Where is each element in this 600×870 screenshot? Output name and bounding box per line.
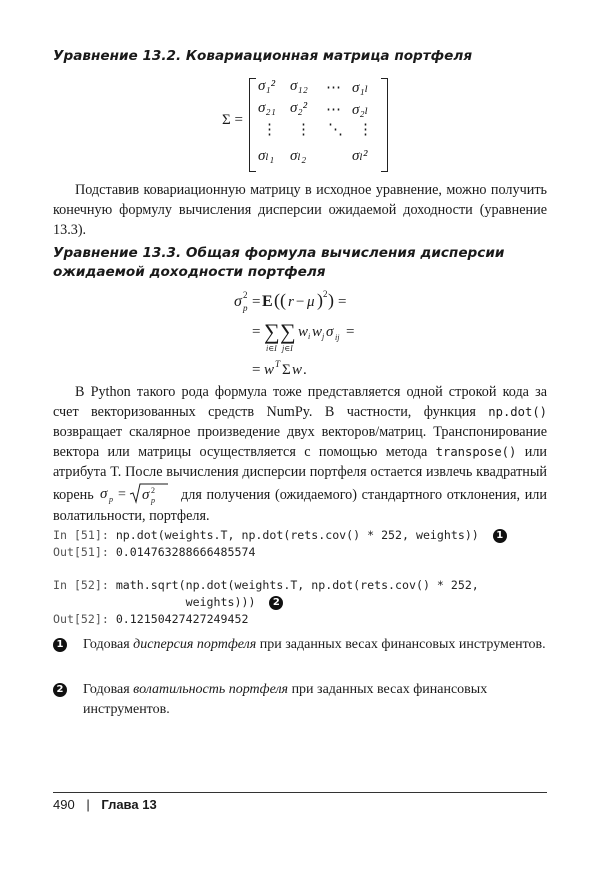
note-2-post: при заданных весах финансовых инструментов. bbox=[83, 682, 488, 717]
code-line-in-51: np.dot(weights.T, np.dot(rets.cov() * 252, weights)) bbox=[108, 528, 479, 542]
svg-text:ij: ij bbox=[335, 333, 340, 342]
note-1 bbox=[53, 635, 547, 679]
svg-text:=: = bbox=[118, 487, 127, 502]
page-number: 490 bbox=[53, 797, 75, 812]
note-1-pre: Годовая bbox=[83, 637, 134, 652]
prompt-out-52: Out[52]: bbox=[53, 612, 109, 626]
svg-text:σ: σ bbox=[142, 487, 150, 503]
code-in-52 bbox=[53, 577, 479, 594]
note-2-text bbox=[83, 680, 547, 720]
matrix-cell: σ₂₁ bbox=[258, 100, 276, 116]
matrix-cell: ⋮ bbox=[358, 122, 373, 138]
matrix-cell: σₗ² bbox=[352, 148, 368, 164]
code-in-51 bbox=[53, 527, 507, 544]
matrix-cell: σ₁² bbox=[258, 78, 276, 94]
svg-text:−: − bbox=[296, 294, 305, 310]
matrix-left-bracket bbox=[249, 78, 256, 172]
note-1-text bbox=[83, 635, 547, 655]
svg-text:p: p bbox=[243, 303, 248, 313]
code-line-out-51: 0.014763288666485574 bbox=[108, 545, 256, 559]
svg-text:σ: σ bbox=[100, 486, 108, 502]
svg-text:): ) bbox=[317, 290, 323, 310]
note-2-badge-icon: 2 bbox=[53, 683, 67, 697]
equation-13-3-caption: Уравнение 13.3. Общая формула вычисления дисперсии ожидаемой доходности портфеля bbox=[53, 245, 505, 280]
paragraph-1: Подставив ковариационную матрицу в исходное уравнение, можно получить конечную формулу вычисления дисперсии ожидаемой доходности (уравнение 13.3). bbox=[53, 182, 547, 238]
matrix-cell: ⋮ bbox=[296, 122, 311, 138]
prompt-in-51: In [51]: bbox=[53, 528, 109, 542]
paragraph-2 bbox=[53, 382, 547, 526]
sigma-p-sqrt-formula bbox=[98, 482, 176, 506]
svg-text:j: j bbox=[322, 332, 325, 341]
prompt-in-52: In [52]: bbox=[53, 578, 109, 592]
svg-text:i: i bbox=[308, 332, 311, 341]
matrix-cell: σ₁₂ bbox=[290, 78, 308, 94]
svg-text:j∈I: j∈I bbox=[282, 344, 293, 353]
footer-rule bbox=[53, 792, 547, 793]
svg-text:σ: σ bbox=[326, 324, 334, 340]
note-1-emphasis: дисперсия портфеля bbox=[133, 637, 257, 652]
covariance-matrix bbox=[258, 78, 380, 170]
paragraph-2-part-1: В Python такого рода формула тоже представляется одной строкой кода за счет векторизованных средств NumPy. В частности, функция bbox=[53, 384, 547, 420]
matrix-cell: ⋯ bbox=[326, 80, 341, 96]
note-1-post: при заданных весах финансовых инструментов. bbox=[256, 637, 546, 652]
svg-text:w: w bbox=[298, 324, 309, 340]
svg-text:Σ: Σ bbox=[282, 362, 291, 378]
paragraph-2-part-2: возвращает скалярное произведение двух векторов/матриц. Транспонирование вектора или матрицы осуществляется с помощью метода bbox=[53, 424, 547, 460]
code-line-in-52a: math.sqrt(np.dot(weights.T, np.dot(rets.cov() * 252, bbox=[108, 578, 479, 592]
svg-text:=: = bbox=[338, 294, 347, 310]
matrix-cell: σ₂² bbox=[290, 100, 308, 116]
prompt-out-51: Out[51]: bbox=[53, 545, 109, 559]
code-line-in-52b: weights))) bbox=[53, 595, 256, 609]
svg-text:∑: ∑ bbox=[280, 319, 296, 344]
note-2 bbox=[53, 680, 547, 724]
note-1-badge-icon: 1 bbox=[53, 638, 67, 652]
svg-text:i∈I: i∈I bbox=[266, 344, 277, 353]
code-in-52-cont bbox=[53, 594, 283, 611]
equation-13-2-caption: Уравнение 13.2. Ковариационная матрица портфеля bbox=[53, 48, 473, 64]
svg-text:((: (( bbox=[274, 290, 286, 310]
matrix-cell: σₗ₂ bbox=[290, 148, 307, 164]
svg-text:w: w bbox=[292, 362, 303, 378]
svg-text:w: w bbox=[264, 362, 275, 378]
svg-text:): ) bbox=[328, 290, 334, 310]
svg-text:=: = bbox=[252, 324, 261, 340]
svg-text:2: 2 bbox=[243, 290, 248, 300]
paragraph-2-part-4: для получения (ожидаемого) стандартного отклонения, или волатильности, портфеля. bbox=[53, 487, 547, 524]
matrix-cell: ⋯ bbox=[326, 102, 341, 118]
svg-text:.: . bbox=[303, 362, 307, 378]
matrix-cell: σₗ₁ bbox=[258, 148, 275, 164]
matrix-cell: σ₁ₗ bbox=[352, 80, 369, 96]
svg-text:r: r bbox=[288, 294, 294, 310]
variance-formula bbox=[228, 284, 398, 386]
svg-text:∑: ∑ bbox=[264, 319, 280, 344]
svg-text:T: T bbox=[275, 359, 281, 369]
code-line-out-52: 0.12150427427249452 bbox=[108, 612, 249, 626]
code-out-52 bbox=[53, 611, 248, 628]
matrix-cell: ⋮ bbox=[262, 122, 277, 138]
svg-text:=: = bbox=[252, 362, 261, 378]
sigma-lhs: Σ = bbox=[222, 112, 243, 128]
svg-text:σ: σ bbox=[234, 293, 242, 310]
note-2-pre: Годовая bbox=[83, 682, 134, 697]
matrix-right-bracket bbox=[381, 78, 388, 172]
svg-text:2: 2 bbox=[151, 486, 156, 495]
footer-separator: | bbox=[86, 797, 90, 812]
code-out-51 bbox=[53, 544, 255, 561]
code-np-dot: np.dot() bbox=[488, 405, 547, 419]
note-2-emphasis: волатильность портфеля bbox=[133, 682, 289, 697]
code-transpose: transpose() bbox=[435, 445, 517, 459]
callout-1-icon: 1 bbox=[493, 529, 507, 543]
paragraph-2-part-3: или атрибута T. После вычисления дисперсии портфеля остается извлечь квадратный корень bbox=[53, 444, 548, 503]
svg-text:p: p bbox=[151, 496, 156, 505]
svg-text:μ: μ bbox=[307, 294, 315, 310]
callout-2-icon: 2 bbox=[269, 596, 283, 610]
svg-text:=: = bbox=[346, 324, 355, 340]
svg-text:E: E bbox=[262, 293, 273, 310]
svg-text:=: = bbox=[252, 294, 261, 310]
svg-text:p: p bbox=[109, 495, 114, 504]
matrix-cell: σ₂ₗ bbox=[352, 102, 369, 118]
svg-text:2: 2 bbox=[323, 289, 328, 299]
svg-text:w: w bbox=[312, 324, 323, 340]
chapter-label: Глава 13 bbox=[101, 797, 157, 812]
page-footer bbox=[53, 797, 157, 812]
matrix-cell: ⋱ bbox=[328, 122, 343, 138]
